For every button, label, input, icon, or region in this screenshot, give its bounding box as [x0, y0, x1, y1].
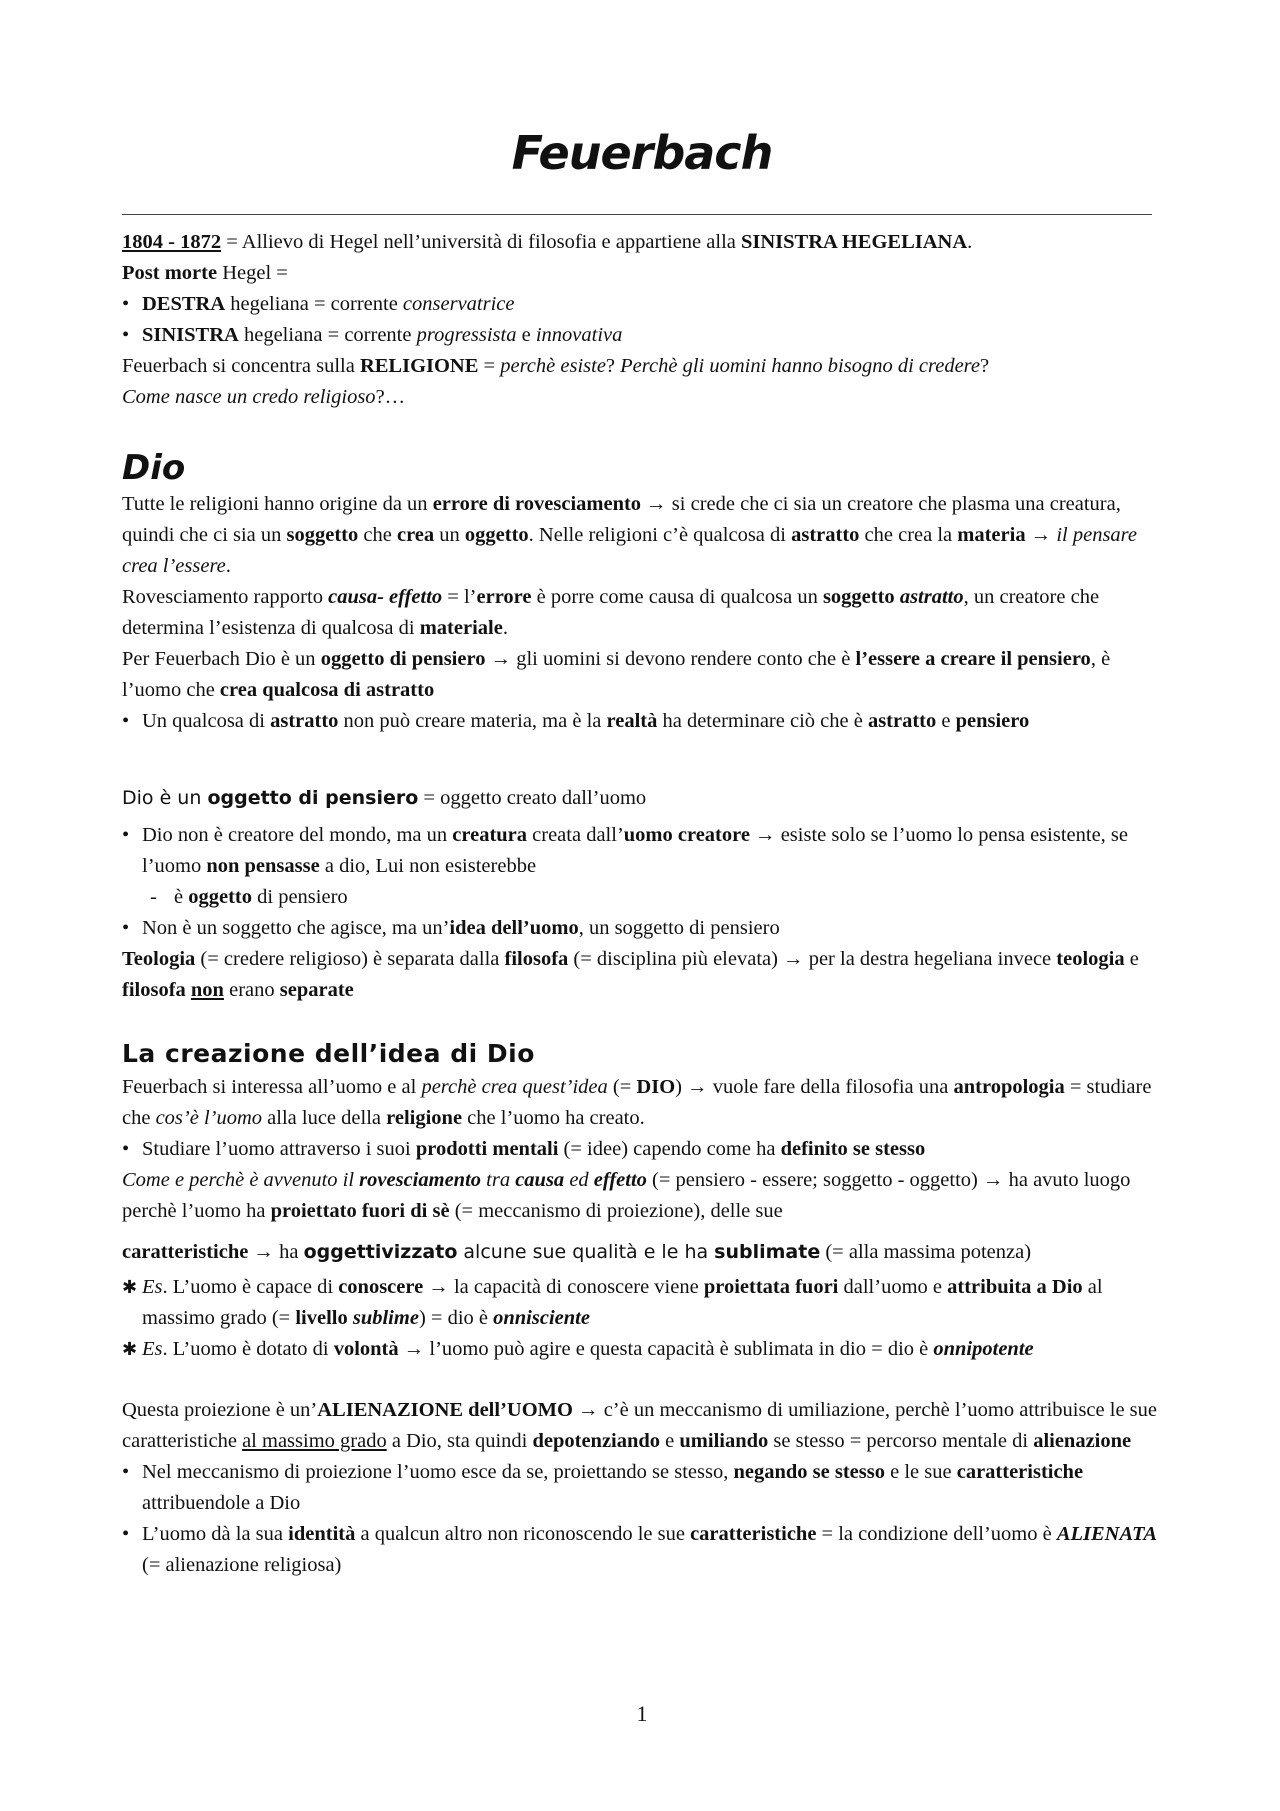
paragraph: Questa proiezione è un’ALIENAZIONE dell’UOMO → c’è un meccanismo di umiliazione, perchè l’uomo attribuisce le sue caratteristiche al massimo grado a Dio, sta quindi depotenziando e umiliando se stesso = percorso mentale di alienazione [122, 1399, 1158, 1452]
intro-post-morte: Post morte Hegel = [122, 262, 288, 284]
section-heading-creazione: La creazione dell’idea di Dio [122, 1039, 535, 1068]
section-creazione [122, 1072, 1162, 1581]
list-item: • Dio non è creatore del mondo, ma un creatura creata dall’uomo creatore → esiste solo se l’uomo lo pensa esistente, se l’uomo non pensasse a dio, Lui non esisterebbe [122, 820, 1162, 882]
section-dio [122, 489, 1162, 1006]
intro-religione-paragraph: Feuerbach si concentra sulla RELIGIONE = perchè esiste? Perchè gli uomini hanno bisogno di credere? Come nasce un credo religioso?… [122, 355, 990, 408]
list-item: - è oggetto di pensiero [122, 882, 1162, 913]
title-divider [122, 214, 1152, 215]
spacer [122, 767, 1162, 783]
intro-dates-line: 1804 - 1872 = Allievo di Hegel nell’università di filosofia e appartiene alla SINISTRA HEGELIANA. [122, 231, 973, 253]
example-item: ✱ Es. L’uomo è capace di conoscere → la capacità di conoscere viene proiettata fuori dall’uomo e attribuita a Dio al massimo grado (= livello sublime) = dio è onnisciente [122, 1272, 1162, 1334]
example-item: ✱ Es. L’uomo è dotato di volontà → l’uomo può agire e questa capacità è sublimata in dio = dio è onnipotente [122, 1334, 1162, 1365]
document-page [122, 0, 1162, 1726]
page-title: Feuerbach [511, 126, 773, 180]
paragraph: Tutte le religioni hanno origine da un errore di rovesciamento → si crede che ci sia un creatore che plasma una creatura, quindi che ci sia un soggetto che crea un oggetto. Nelle religioni c’è qualcosa di astratto che crea la materia → il pensare crea l’essere. [122, 493, 1137, 577]
paragraph: Come e perchè è avvenuto il rovesciamento tra causa ed effetto (= pensiero - essere; soggetto - oggetto) → ha avuto luogo perchè l’uomo ha proiettato fuori di sè (= meccanismo di proiezione), delle sue [122, 1169, 1131, 1222]
section-heading-dio: Dio [122, 448, 186, 488]
list-item: • SINISTRA hegeliana = corrente progressista e innovativa [122, 320, 1162, 351]
paragraph: caratteristiche → ha oggettivizzato alcune sue qualità e le ha sublimate (= alla massima potenza) [122, 1241, 1032, 1263]
list-item: • DESTRA hegeliana = corrente conservatrice [122, 289, 1162, 320]
list-item: • Studiare l’uomo attraverso i suoi prodotti mentali (= idee) capendo come ha definito se stesso [122, 1134, 1162, 1165]
asterisk-icon: ✱ [122, 1339, 138, 1360]
page-number: 1 [636, 1701, 648, 1726]
spacer [122, 737, 1162, 767]
subheading-oggetto-di-pensiero: Dio è un oggetto di pensiero = oggetto creato dall’uomo [122, 787, 647, 809]
list-item: • Un qualcosa di astratto non può creare materia, ma è la realtà ha determinare ciò che è astratto e pensiero [122, 706, 1162, 737]
intro-section [122, 227, 1162, 413]
list-item: • Non è un soggetto che agisce, ma un’idea dell’uomo, un soggetto di pensiero [122, 913, 1162, 944]
paragraph: Rovesciamento rapporto causa- effetto = l’errore è porre come causa di qualcosa un soggetto astratto, un creatore che determina l’esistenza di qualcosa di materiale. [122, 586, 1100, 639]
list-item: • L’uomo dà la sua identità a qualcun altro non riconoscendo le sue caratteristiche = la condizione dell’uomo è ALIENATA (= alienazione religiosa) [122, 1519, 1162, 1581]
asterisk-icon: ✱ [122, 1277, 138, 1298]
list-item: • Nel meccanismo di proiezione l’uomo esce da se, proiettando se stesso, negando se stesso e le sue caratteristiche attribuendole a Dio [122, 1457, 1162, 1519]
paragraph: Feuerbach si interessa all’uomo e al perchè crea quest’idea (= DIO) → vuole fare della filosofia una antropologia = studiare che cos’è l’uomo alla luce della religione che l’uomo ha creato. [122, 1076, 1152, 1129]
paragraph: Per Feuerbach Dio è un oggetto di pensiero → gli uomini si devono rendere conto che è l’essere a creare il pensiero, è l’uomo che crea qualcosa di astratto [122, 648, 1111, 701]
paragraph: Teologia (= credere religioso) è separata dalla filosofa (= disciplina più elevata) → per la destra hegeliana invece teologia e filosofa non erano separate [122, 948, 1139, 1001]
spacer [122, 1365, 1162, 1395]
